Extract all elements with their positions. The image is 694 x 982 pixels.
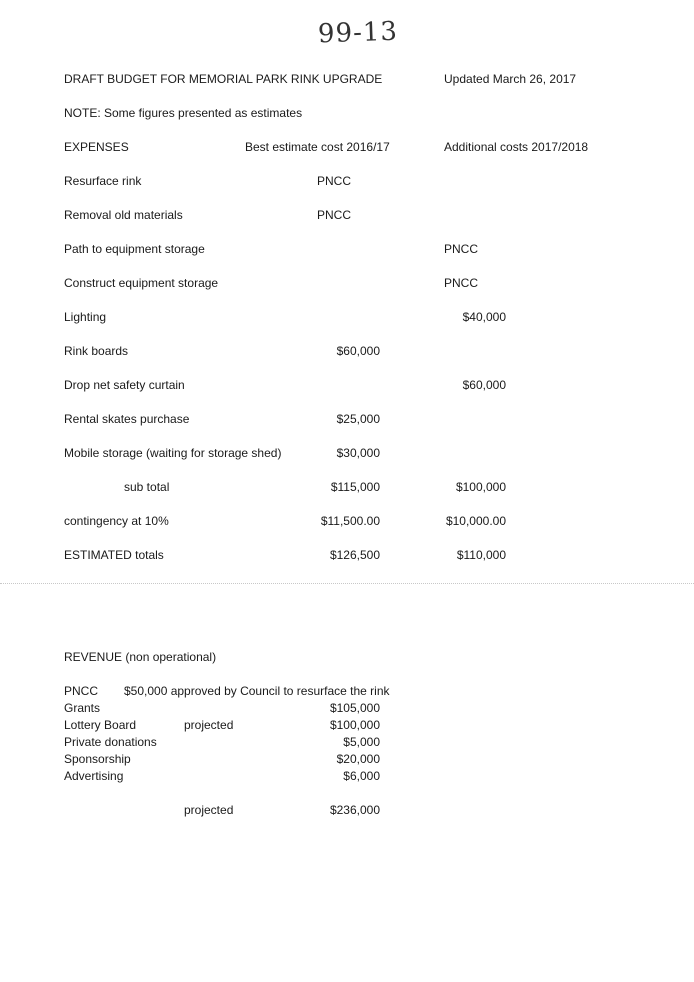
revenue-projected-note: projected bbox=[184, 803, 234, 817]
contingency-label: contingency at 10% bbox=[64, 514, 169, 528]
expense-col1-value: $30,000 bbox=[336, 446, 380, 460]
subtotal-col1-value: $115,000 bbox=[330, 480, 380, 494]
revenue-amount: $5,000 bbox=[343, 735, 380, 749]
expense-col1-value: $25,000 bbox=[336, 412, 380, 426]
revenue-heading: REVENUE (non operational) bbox=[64, 650, 217, 664]
expense-col1-value: $60,000 bbox=[336, 344, 380, 358]
expense-label: Path to equipment storage bbox=[64, 242, 205, 256]
expenses-heading: EXPENSES bbox=[64, 140, 129, 154]
expense-label: Construct equipment storage bbox=[64, 276, 219, 290]
revenue-amount: $100,000 bbox=[329, 718, 380, 732]
expense-col2-value: $40,000 bbox=[462, 310, 506, 324]
estimated-totals-label: ESTIMATED totals bbox=[64, 548, 164, 562]
revenue-amount: $105,000 bbox=[329, 701, 380, 715]
estimate-note: NOTE: Some figures presented as estimates bbox=[64, 106, 303, 120]
expense-label: Rink boards bbox=[64, 344, 129, 358]
contingency-col2-value: $10,000.00 bbox=[445, 514, 506, 528]
subtotal-label: sub total bbox=[124, 480, 170, 494]
revenue-label: Private donations bbox=[64, 735, 157, 749]
revenue-label: Lottery Board bbox=[64, 718, 137, 732]
expense-label: Mobile storage (waiting for storage shed) bbox=[64, 446, 282, 460]
expense-label: Rental skates purchase bbox=[64, 412, 190, 426]
revenue-amount: $6,000 bbox=[343, 769, 380, 783]
document-title: DRAFT BUDGET FOR MEMORIAL PARK RINK UPGRADE bbox=[64, 72, 383, 86]
expense-label: Drop net safety curtain bbox=[64, 378, 185, 392]
scan-divider bbox=[0, 583, 694, 584]
expense-label: Removal old materials bbox=[64, 208, 183, 222]
expense-col2-value: $60,000 bbox=[462, 378, 506, 392]
estimated-totals-col1-value: $126,500 bbox=[329, 548, 380, 562]
revenue-pncc-text: $50,000 approved by Council to resurface the rink bbox=[124, 684, 390, 698]
contingency-col1-value: $11,500.00 bbox=[320, 514, 380, 528]
revenue-projected-amount: $236,000 bbox=[329, 803, 380, 817]
col-additional-costs-header: Additional costs 2017/2018 bbox=[444, 140, 589, 154]
updated-date: Updated March 26, 2017 bbox=[444, 72, 577, 86]
expense-label: Lighting bbox=[64, 310, 107, 324]
revenue-label: Sponsorship bbox=[64, 752, 131, 766]
revenue-pncc-label: PNCC bbox=[64, 684, 99, 698]
expense-col1-value: PNCC bbox=[317, 208, 352, 222]
revenue-note: projected bbox=[184, 718, 234, 732]
subtotal-col2-value: $100,000 bbox=[455, 480, 506, 494]
handwritten-note: 99-13 bbox=[317, 16, 399, 50]
revenue-label: Grants bbox=[64, 701, 101, 715]
revenue-label: Advertising bbox=[64, 769, 124, 783]
revenue-amount: $20,000 bbox=[336, 752, 380, 766]
expense-label: Resurface rink bbox=[64, 174, 142, 188]
expense-col2-value: PNCC bbox=[444, 242, 479, 256]
estimated-totals-col2-value: $110,000 bbox=[456, 548, 506, 562]
col-best-estimate-header: Best estimate cost 2016/17 bbox=[245, 140, 390, 154]
expense-col2-value: PNCC bbox=[444, 276, 479, 290]
expense-col1-value: PNCC bbox=[317, 174, 352, 188]
